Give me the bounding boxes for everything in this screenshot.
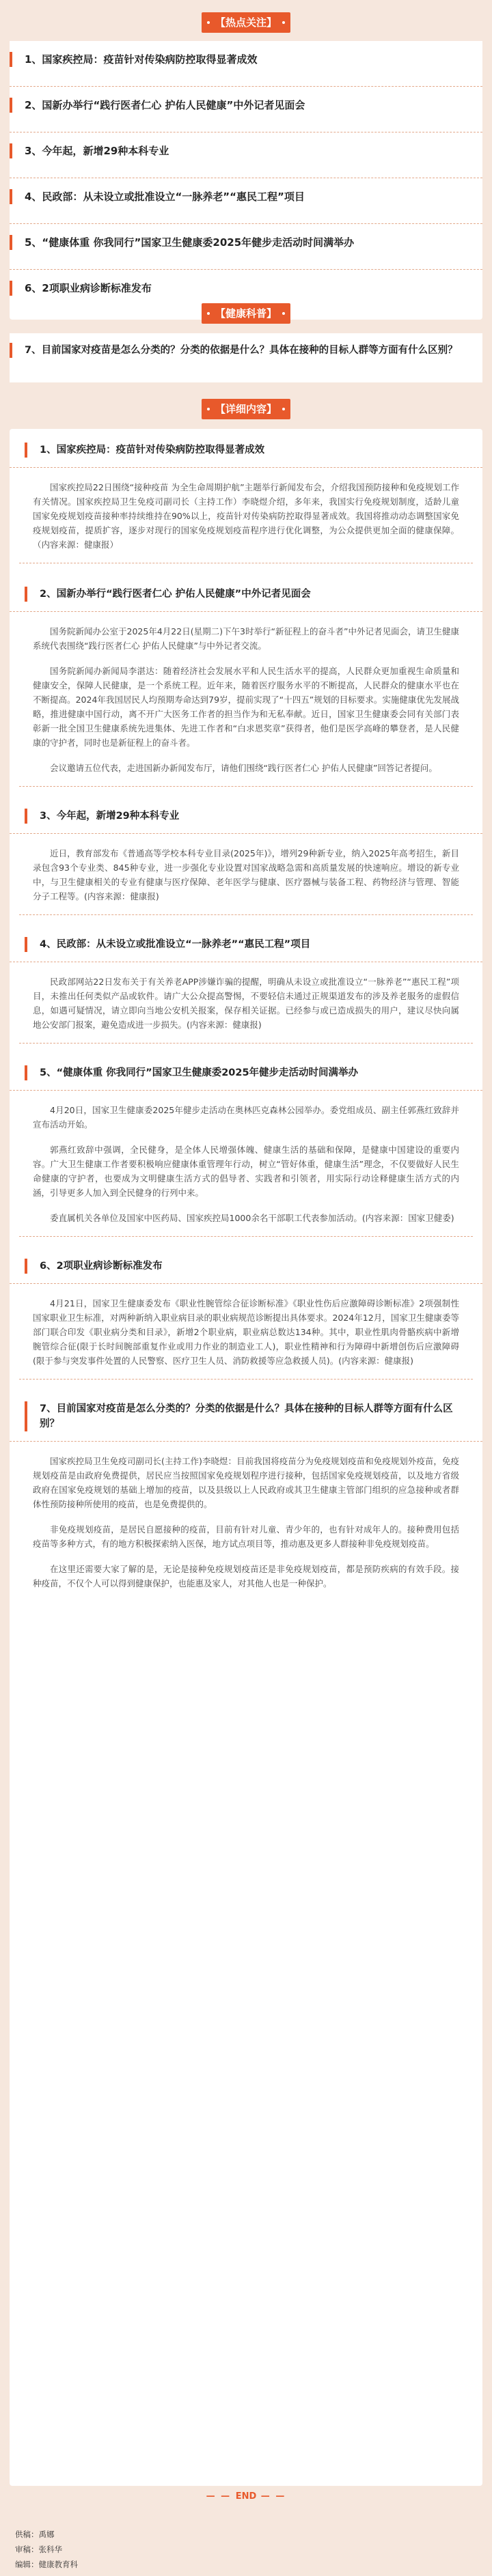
section-paragraph: 会议邀请五位代表，走进国新办新闻发布厅，请他们围绕“践行医者仁心 护佑人民健康”回答记者提问。: [50, 763, 437, 773]
science-tag: 【健康科普】: [202, 303, 290, 324]
section-title: 3、今年起，新增29种本科专业: [25, 809, 467, 824]
section-title: 4、民政部：从未设立或批准设立“一脉养老”“惠民工程”项目: [25, 937, 467, 952]
detail-tag: 【详细内容】: [202, 399, 290, 419]
detail-section: [10, 1237, 482, 1380]
hot-list-item-title: 1、国家疾控局：疫苗针对传染病防控取得显著成效: [10, 52, 482, 67]
section-paragraph: 国务院新闻办新闻局李湛达：随着经济社会发展水平和人民生活水平的提高，人民群众更加重视生命质量和健康安全，保障人民健康，是一个系统工程。近年来，随着医疗服务水平的不断提高，人民群众的健康水平也在不断提高。2024年我国居民人均预期寿命达到79岁，提前实现了“十四五”规划的目标要求。实施健康优先发展战略，推进健康中国行动，离不开广大医务工作者的担当作为和无私奉献。近日，国家卫生健康委会同有关部门表彰新一批全国卫生健康系统先进集体、先进工作者和“白求恩奖章”获得者，他们是医学高峰的攀登者，是人民健康的守护者，同时也是新征程上的奋斗者。: [33, 666, 459, 748]
hot-tag: 【热点关注】: [202, 12, 290, 33]
hot-list-item-title: 4、民政部：从未设立或批准设立“一脉养老”“惠民工程”项目: [10, 189, 482, 204]
section-title: 5、“健康体重 你我同行”国家卫生健康委2025年健步走活动时间满举办: [25, 1065, 467, 1080]
section-title: 7、目前国家对疫苗是怎么分类的？分类的依据是什么？具体在接种的目标人群等方面有什么区别？: [25, 1401, 467, 1431]
detail-section: [10, 1044, 482, 1237]
science-section-header: [0, 303, 492, 324]
hot-list-item[interactable]: [10, 224, 482, 270]
detail-section: [10, 915, 482, 1044]
hot-section-header: [0, 12, 492, 33]
section-paragraph: 非免疫规划疫苗，是居民自愿接种的疫苗，目前有针对儿童、青少年的，也有针对成年人的。接种费用包括疫苗等多种方式，有的地方积极探索纳入医保，地方试点项目等，推动惠及更多人群接种非免疫规划疫苗。: [33, 1524, 459, 1549]
science-question[interactable]: 7、目前国家对疫苗是怎么分类的？分类的依据是什么？具体在接种的目标人群等方面有什么区别？: [10, 343, 482, 358]
section-title: 2、国新办举行“践行医者仁心 护佑人民健康”中外记者见面会: [25, 587, 467, 602]
section-paragraph: 国家疾控局卫生免疫司副司长(主持工作)李晓煜：目前我国将疫苗分为免疫规划疫苗和免疫规划外疫苗，免疫规划疫苗是由政府免费提供，居民应当按照国家免疫规划程序进行接种，包括国家免疫规划疫苗，以及地方省级政府在国家免疫规划的基础上增加的疫苗，以及县级以上人民政府或其卫生健康主管部门组织的应急接种或者群体性预防接种所使用的疫苗，也是免费提供的。: [33, 1456, 459, 1509]
section-paragraph: 国家疾控局22日围绕“接种疫苗 为全生命周期护航”主题举行新闻发布会，介绍我国预防接种和免疫规划工作有关情况。国家疾控局卫生免疫司副司长（主持工作）李晓煜介绍，多年来，我国实行免疫规划制度，适龄儿童国家免疫规划疫苗接种率持续维持在90%以上，疫苗针对传染病防控取得显著成效。我国将推动动态调整国家免疫规划疫苗，提质扩容，逐步对现行的国家免疫规划疫苗程序进行优化调整，为公众提供更加全面的健康保障。（内容来源：健康报）: [33, 482, 459, 550]
section-paragraph: 国务院新闻办公室于2025年4月22日(星期二)下午3时举行“新征程上的奋斗者”中外记者见面会，请卫生健康系统代表围绕“践行医者仁心 护佑人民健康”与中外记者交流。: [33, 626, 459, 651]
footer-edit: 编辑：健康教育科: [15, 2560, 78, 2569]
hot-list-card: [10, 41, 482, 320]
section-paragraph: 近日，教育部发布《普通高等学校本科专业目录(2025年)》，增列29种新专业，纳入2025年高考招生，新目录包含93个专业类、845种专业，进一步强化专业设置对国家战略急需和高质量发展的快速响应。增设的新专业中，与卫生健康相关的专业有健康与医疗保障、老年医学与健康、医疗器械与装备工程、药物经济与管理、智能分子工程等。(内容来源：健康报): [33, 848, 459, 901]
detail-section: [10, 1380, 482, 1591]
detail-section: [10, 429, 482, 563]
section-paragraph: 4月20日，国家卫生健康委2025年健步走活动在奥林匹克森林公园举办。委党组成员、副主任郭燕红致辞并宣布活动开始。: [33, 1105, 459, 1130]
section-paragraph: 民政部网站22日发布关于有关养老APP涉嫌诈骗的提醒，明确从未设立或批准设立“一脉养老”“惠民工程”项目，未推出任何类似产品或软件。请广大公众提高警惕，不要轻信未通过正规渠道发布的涉及养老服务的虚假信息，如遇可疑情况，请立即向当地公安机关报案，保存相关证据。已经参与或已造成损失的用户，建议尽快向属地公安部门报案，避免造成进一步损失。(内容来源：健康报): [33, 977, 459, 1030]
section-paragraph: 在这里还需要大家了解的是，无论是接种免疫规划疫苗还是非免疫规划疫苗，都是预防疾病的有效手段。接种疫苗，不仅个人可以得到健康保护，也能惠及家人，对其他人也是一种保护。: [33, 1564, 459, 1588]
section-title: 1、国家疾控局：疫苗针对传染病防控取得显著成效: [25, 443, 467, 458]
hot-list-item-title: 2、国新办举行“践行医者仁心 护佑人民健康”中外记者见面会: [10, 98, 482, 113]
hot-list-item-title: 3、今年起，新增29种本科专业: [10, 143, 482, 158]
detail-card: [10, 429, 482, 2486]
detail-section: [10, 563, 482, 787]
detail-section-header: [0, 399, 492, 419]
hot-list-item[interactable]: [10, 178, 482, 224]
footer-supply: 供稿：禹娜: [15, 2530, 55, 2539]
hot-list-item[interactable]: [10, 132, 482, 178]
footer-credits: [15, 2527, 78, 2572]
hot-list-item[interactable]: [10, 41, 482, 87]
section-paragraph: 4月21日，国家卫生健康委发布《职业性腕管综合征诊断标准》《职业性伤后应激障碍诊断标准》2项强制性国家职业卫生标准，对两种新纳入职业病目录的职业病规范诊断提出具体要求。2024年12月，国家卫生健康委等部门联合印发《职业病分类和目录》，新增2个职业病，职业病总数达134种。其中，职业性肌肉骨骼疾病中新增腕管综合征(限于长时间腕部重复作业或用力作业的制造业工人)，职业性精神和行为障碍中新增创伤后应激障碍(限于参与突发事件处置的人民警察、医疗卫生人员、消防救援等应急救援人员)。(内容来源：健康报): [33, 1298, 459, 1366]
science-card: [10, 333, 482, 382]
detail-sections: [10, 429, 482, 1591]
footer-review: 审稿：张科华: [15, 2545, 62, 2554]
hot-list-item[interactable]: [10, 87, 482, 132]
section-title: 6、2项职业病诊断标准发布: [25, 1259, 467, 1274]
detail-section: [10, 787, 482, 915]
hot-list: [10, 41, 482, 316]
hot-list-item-title: 5、“健康体重 你我同行”国家卫生健康委2025年健步走活动时间满举办: [10, 235, 482, 250]
hot-list-item-title: 6、2项职业病诊断标准发布: [10, 281, 482, 296]
end-label: END: [235, 2491, 257, 2502]
end-mark: — — END — —: [206, 2491, 286, 2502]
section-paragraph: 委直属机关各单位及国家中医药局、国家疾控局1000余名干部职工代表参加活动。(内容来源：国家卫健委): [50, 1213, 454, 1223]
section-paragraph: 郭燕红致辞中强调，全民健身，是全体人民增强体魄、健康生活的基础和保障，是健康中国建设的重要内容。广大卫生健康工作者要积极响应健康体重管理年行动，树立“管好体重，健康生活”理念，不仅要做好人民生命健康的守护者，也要成为文明健康生活方式的倡导者、实践者和引领者，用实际行动诠释健康生活方式的内涵，引导更多人加入到全民健身的行列中来。: [33, 1145, 459, 1198]
